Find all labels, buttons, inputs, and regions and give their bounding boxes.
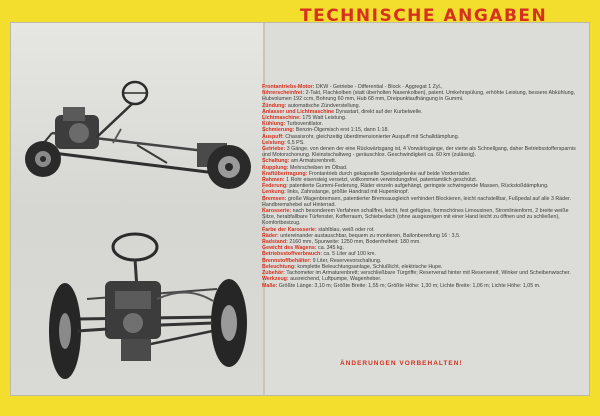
spec-text: 2-Takt, Flachkolben (statt überholten Nasenkolben), patent. Umkehrspülung, erhöhte Leistung, bessere Abkühlung, Hubvolumen 192 ccm, Bohrung 60 mm, Hub 68 mm, Dreipunktaufhängung in Gummi. bbox=[262, 90, 575, 103]
page-title: TECHNISCHE ANGABEN bbox=[300, 6, 548, 26]
spec-row bbox=[262, 90, 582, 102]
spec-label: Karosserie: bbox=[262, 208, 292, 215]
spec-label: Radstand: bbox=[262, 239, 288, 246]
spec-text: 3 Gänge, von denen der eine Rückwärtsgang ist, 4 Vorwärtsgänge, der vierte als Schnellgang, daher Betriebsstoffersparnis und Motorschonung. Kleinstschaltweg - geräuschlos. Geschwindigkeit ca. 60 km (zulässig). bbox=[262, 146, 576, 159]
spec-text: nach besonderem Verfahren schallfrei, leicht, fest gefügtes, formschönes Limousinen, Stromlinienform, 2 breite weiße Sitze, herabfallbare Türfenster, Kofferraum, Schiebedach (ohne ausgezeigen mit einer Hand leicht zu öffnen und zu schließen), Komfortbestzug. bbox=[262, 208, 569, 227]
spec-label: Anlasser und Lichtmaschine bbox=[262, 108, 335, 115]
spec-label: Werkzeug: bbox=[262, 276, 289, 283]
spec-label: Farbe der Karosserie: bbox=[262, 226, 317, 233]
spec-label: Getriebe: bbox=[262, 146, 286, 153]
spec-text: Benzin-Ölgemisch erst 1:15, dann 1:18. bbox=[295, 127, 389, 134]
spec-text: automatische Zündverstellung. bbox=[287, 102, 361, 109]
spec-label: Leistung: bbox=[262, 139, 286, 146]
spec-text: Chassisrohr, gleichzeitig überdimensionierter Auspuff mit Schalldämpfung. bbox=[285, 133, 460, 140]
spec-label: Räder: bbox=[262, 232, 279, 239]
spec-label: Zubehör: bbox=[262, 270, 285, 277]
spec-label: Lenkung: bbox=[262, 189, 286, 196]
spec-text: links, Zahnstange, größte Handrad mit Hupenknopf. bbox=[287, 189, 409, 196]
spec-text: Größte Länge: 3,10 m; Größte Breite: 1,55 m; Größte Höhe: 1,30 m; Lichte Breite: 1,06 m; Lichte Höhe: 1,05 m. bbox=[278, 282, 541, 289]
spec-label: Lichtmaschine: bbox=[262, 115, 301, 122]
spec-text: 1 Rohr eisensteig versetzt, vollkommen verwindungsfrei, patentamtlich geschützt. bbox=[286, 177, 478, 184]
spec-text: ca. 345 kg. bbox=[318, 245, 344, 252]
title-band bbox=[273, 23, 589, 63]
spec-label: Frontantriebs-Motor: bbox=[262, 84, 315, 90]
spec-label: Auspuff: bbox=[262, 133, 284, 140]
spec-text: Frontantrieb durch gekapselte Spezialgelenke auf beide Vorderräder. bbox=[308, 170, 471, 177]
changes-reserved-note: ÄNDERUNGEN VORBEHALTEN! bbox=[340, 360, 463, 367]
spec-text: 175 Watt Leistung. bbox=[302, 115, 347, 122]
spec-row bbox=[262, 283, 582, 289]
spec-row bbox=[262, 196, 582, 208]
spec-label: Federung: bbox=[262, 183, 288, 190]
spec-label: Kupplung: bbox=[262, 164, 289, 171]
chassis-photo-side-view bbox=[17, 63, 257, 193]
spec-text: 6,5 PS. bbox=[287, 139, 305, 146]
chassis-photo-panel bbox=[11, 23, 265, 395]
spec-label: Bremsen: bbox=[262, 195, 287, 202]
spec-label: Schaltung: bbox=[262, 158, 290, 165]
spec-text: große Wagenbremsen, patentierter Bremsausgleich verhindert Blockieren, leicht nachstellbar, Fußpedal auf alle 3 Räder. Handbremshebel auf Hinterrad. bbox=[262, 195, 571, 208]
spec-text: 2160 mm, Spurweite: 1250 mm, Bodenfreiheit: 180 mm. bbox=[289, 239, 421, 246]
spec-label: Schmierung: bbox=[262, 127, 295, 134]
spec-list bbox=[262, 84, 582, 289]
spec-label: Zündung: bbox=[262, 102, 287, 109]
spec-label: Betriebsstoffverbrauch: bbox=[262, 251, 323, 258]
spec-row bbox=[262, 208, 582, 227]
spec-text: Mehrscheiben im Ölbad. bbox=[289, 164, 348, 171]
spec-label: Beleuchtung: bbox=[262, 263, 296, 270]
spec-label: Brennstoffbehälter: bbox=[262, 257, 312, 264]
spec-text: Dynastart, direkt auf der Kurbelwelle. bbox=[335, 108, 423, 115]
spec-text: stahlblau, weiß oder rot. bbox=[318, 226, 375, 233]
spec-label: Kühlung: bbox=[262, 121, 286, 128]
spec-text: am Armaturenbrett. bbox=[290, 158, 337, 165]
spec-label: führerscheinfrei: bbox=[262, 90, 305, 97]
spec-text: DKW - Getriebe - Differential - Block - Aggregat 1 Zyl., bbox=[315, 84, 443, 90]
spec-label: Kraftübertragung: bbox=[262, 170, 308, 177]
spec-text: patentierte Gummi-Federung, Räder einzeln aufgehängt, geringste schwingende Massen, Rückstoßdämpfung. bbox=[289, 183, 549, 190]
spec-text: Turboventilator. bbox=[286, 121, 323, 128]
spec-label: Gewicht des Wagens: bbox=[262, 245, 317, 252]
spec-text: ca. 5 Liter auf 100 km. bbox=[323, 251, 376, 258]
spec-text: komplette Beleuchtungsanlage, Schlußlicht, elektrische Hupe. bbox=[297, 263, 443, 270]
spec-label: Rahmen: bbox=[262, 177, 285, 184]
spec-text: untereinander austauschbar, bequem zu montieren, Ballonbereifung 16 : 3,5. bbox=[280, 232, 461, 239]
spec-text: ausreichend, Luftpumpe, Wagenheber. bbox=[290, 276, 382, 283]
spec-text: Tachometer im Armaturenbrett; verschließbare Türgriffe; Reserverad hinter mit Reservereif, Winker und Scheibenwischer. bbox=[286, 270, 571, 277]
spec-label: Maße: bbox=[262, 282, 278, 289]
spec-row bbox=[262, 146, 582, 158]
chassis-photo-front-view bbox=[17, 219, 257, 389]
spec-text: 9 Liter, Reservevorschaltung. bbox=[312, 257, 382, 264]
